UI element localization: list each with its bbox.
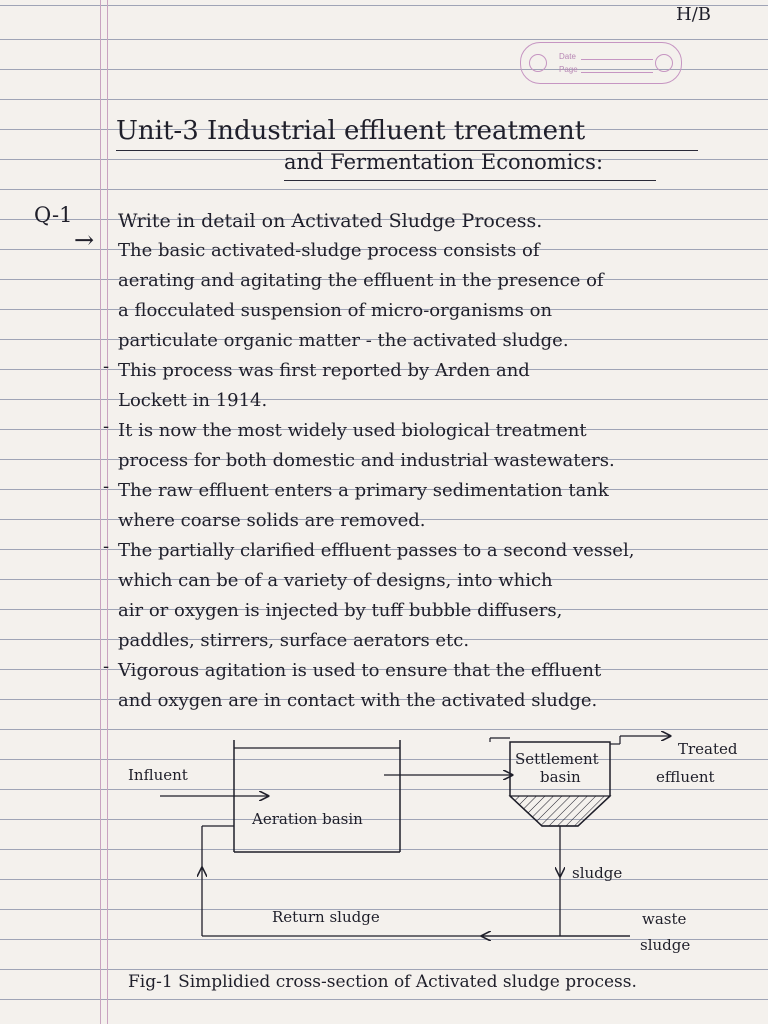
answer-arrow-icon: → — [74, 226, 95, 254]
activated-sludge-diagram — [110, 730, 760, 970]
answer-line: It is now the most widely used biological treatment — [118, 420, 587, 441]
title-line-1: Unit-3 Industrial effluent treatment — [116, 116, 586, 146]
title-underline-2 — [284, 180, 656, 181]
answer-line: a flocculated suspension of micro-organisms on — [118, 300, 553, 321]
answer-line: The partially clarified effluent passes to a second vessel, — [118, 540, 635, 561]
title-line-2: and Fermentation Economics: — [284, 150, 604, 174]
settlement-basin-label-2: basin — [540, 768, 581, 786]
answer-line: process for both domestic and industrial wastewaters. — [118, 450, 615, 471]
answer-line: paddles, stirrers, surface aerators etc. — [118, 630, 470, 651]
bullet-dash: - — [103, 536, 110, 557]
answer-line: The raw effluent enters a primary sedimentation tank — [118, 480, 609, 501]
bullet-dash: - — [103, 476, 110, 497]
treated-effluent-arrow — [610, 736, 670, 744]
settlement-basin-label-1: Settlement — [515, 750, 599, 768]
question-text: Write in detail on Activated Sludge Process. — [118, 210, 543, 232]
answer-line: Lockett in 1914. — [118, 390, 268, 411]
date-page-stamp — [520, 42, 682, 84]
answer-line: which can be of a variety of designs, into which — [118, 570, 553, 591]
sludge-label: sludge — [572, 864, 623, 882]
aeration-basin-label: Aeration basin — [252, 810, 363, 828]
corner-mark: H/B — [676, 4, 711, 25]
return-sludge-line — [202, 826, 630, 936]
return-sludge-label: Return sludge — [272, 908, 380, 926]
answer-line: where coarse solids are removed. — [118, 510, 426, 531]
answer-line: particulate organic matter - the activated sludge. — [118, 330, 569, 351]
waste-sludge-label-2: sludge — [640, 936, 691, 954]
bullet-dash: - — [103, 356, 110, 377]
influent-label: Influent — [128, 766, 188, 784]
answer-line: Vigorous agitation is used to ensure that the effluent — [118, 660, 602, 681]
stamp-page-rule — [581, 72, 653, 73]
answer-line: air or oxygen is injected by tuff bubble diffusers, — [118, 600, 563, 621]
bullet-dash: - — [103, 656, 110, 677]
treated-effluent-label-1: Treated — [678, 740, 738, 758]
answer-line: and oxygen are in contact with the activated sludge. — [118, 690, 598, 711]
treated-effluent-label-2: effluent — [656, 768, 715, 786]
stamp-curl-right — [655, 54, 673, 72]
margin-line-right — [107, 0, 108, 1024]
margin-line-left — [100, 0, 101, 1024]
bullet-dash: - — [103, 416, 110, 437]
answer-line: The basic activated-sludge process consists of — [118, 240, 540, 261]
figure-caption: Fig-1 Simplidied cross-section of Activated sludge process. — [128, 972, 637, 992]
stamp-date-rule — [581, 59, 653, 60]
question-label: Q-1 — [34, 203, 73, 227]
answer-line: This process was first reported by Arden and — [118, 360, 530, 381]
answer-line: aerating and agitating the effluent in the presence of — [118, 270, 604, 291]
waste-sludge-label-1: waste — [642, 910, 687, 928]
feed-line — [490, 738, 510, 742]
stamp-curl-left — [529, 54, 547, 72]
stamp-date-label: Date — [559, 52, 576, 61]
stamp-page-label: Page — [559, 65, 578, 74]
